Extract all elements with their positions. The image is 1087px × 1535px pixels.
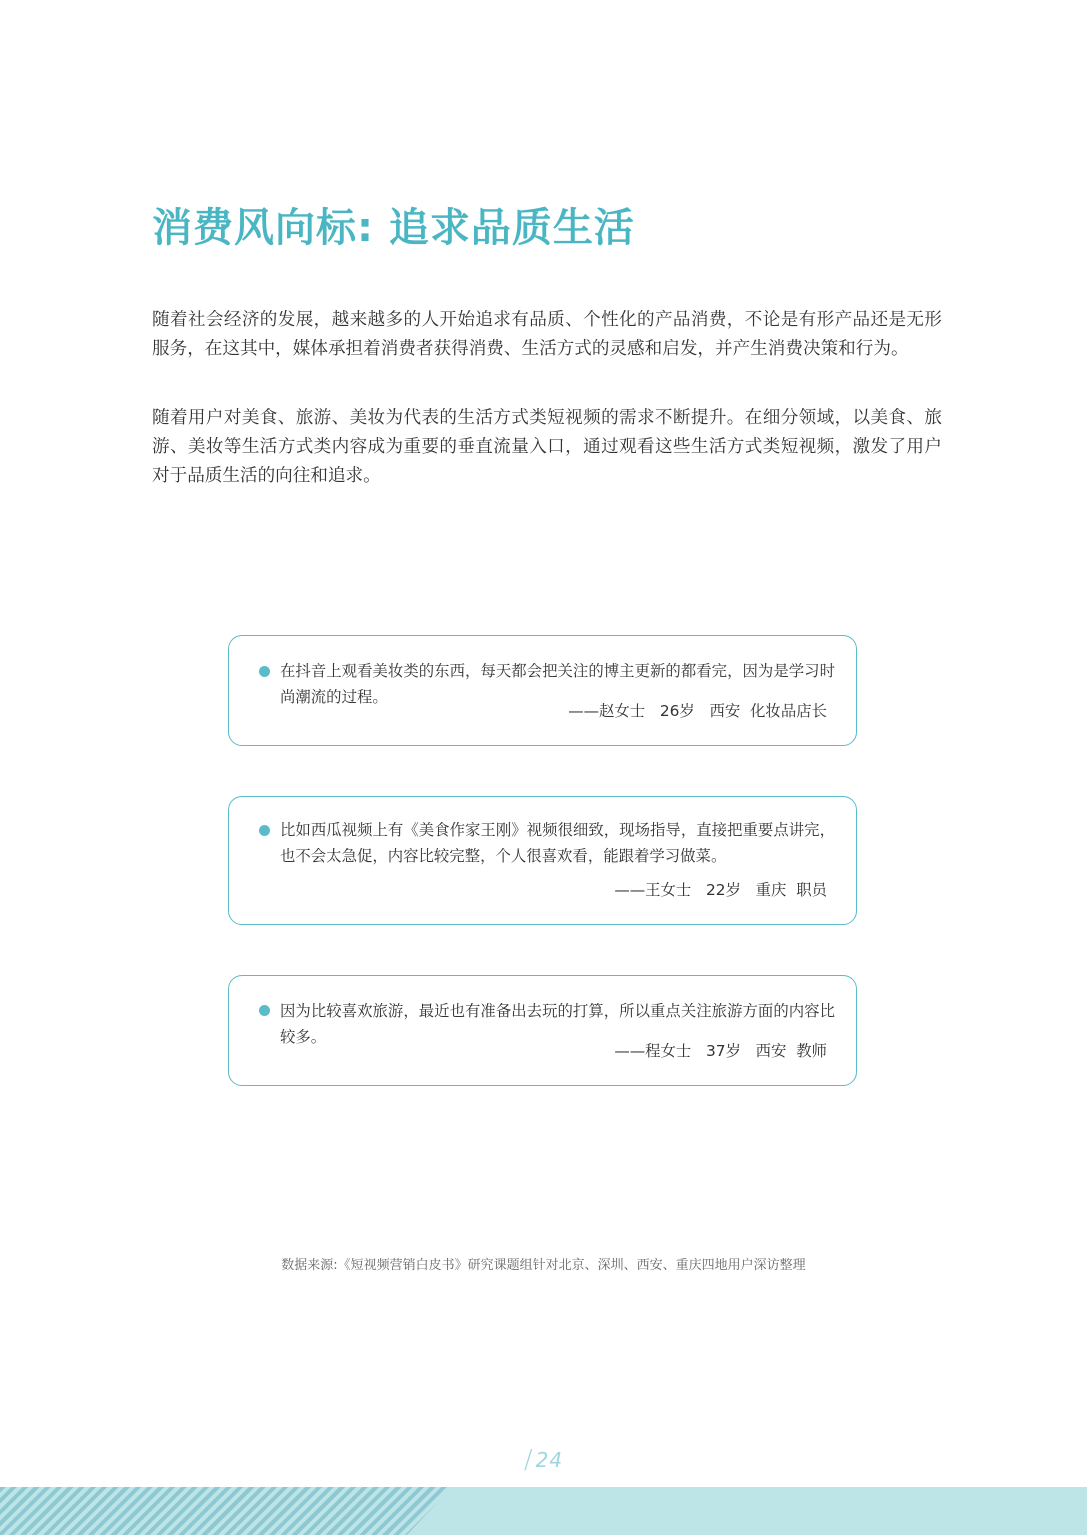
page-number-slash: / <box>523 1445 534 1475</box>
footer-stripe-pattern <box>0 1487 452 1535</box>
data-source-note: 数据来源:《短视频营销白皮书》研究课题组针对北京、深圳、西安、重庆四地用户深访整理 <box>281 1258 806 1273</box>
page-number-value: 24 <box>535 1448 564 1472</box>
bullet-dot-icon <box>259 1005 270 1016</box>
quote-attribution: ——程女士 37岁 西安 教师 <box>614 1042 827 1060</box>
quote-card <box>228 975 857 1086</box>
quote-card <box>228 635 857 746</box>
bullet-dot-icon <box>259 666 270 677</box>
bullet-dot-icon <box>259 825 270 836</box>
quote-card <box>228 796 857 925</box>
page-title: 消费风向标: 追求品质生活 <box>152 205 635 251</box>
quote-text: 比如西瓜视频上有《美食作家王刚》视频很细致，现场指导，直接把重要点讲完，也不会太急促，内容比较完整，个人很喜欢看，能跟着学习做菜。 <box>280 821 835 865</box>
quote-attribution: ——王女士 22岁 重庆 职员 <box>614 881 827 899</box>
intro-paragraph-2: 随着用户对美食、旅游、美妆为代表的生活方式类短视频的需求不断提升。在细分领域，以美食、旅游、美妆等生活方式类内容成为重要的垂直流量入口，通过观看这些生活方式类短视频，激发了用户对于品质生活的向往和追求。 <box>152 408 942 486</box>
quote-text: 在抖音上观看美妆类的东西，每天都会把关注的博主更新的都看完，因为是学习时尚潮流的过程。 <box>280 662 835 706</box>
page-number <box>0 1445 1087 1474</box>
quote-attribution: ——赵女士 26岁 西安 化妆品店长 <box>568 702 827 720</box>
intro-paragraph-1: 随着社会经济的发展，越来越多的人开始追求有品质、个性化的产品消费，不论是有形产品还是无形服务，在这其中，媒体承担着消费者获得消费、生活方式的灵感和启发，并产生消费决策和行为。 <box>152 310 942 359</box>
quote-text: 因为比较喜欢旅游，最近也有准备出去玩的打算，所以重点关注旅游方面的内容比较多。 <box>280 1002 835 1046</box>
